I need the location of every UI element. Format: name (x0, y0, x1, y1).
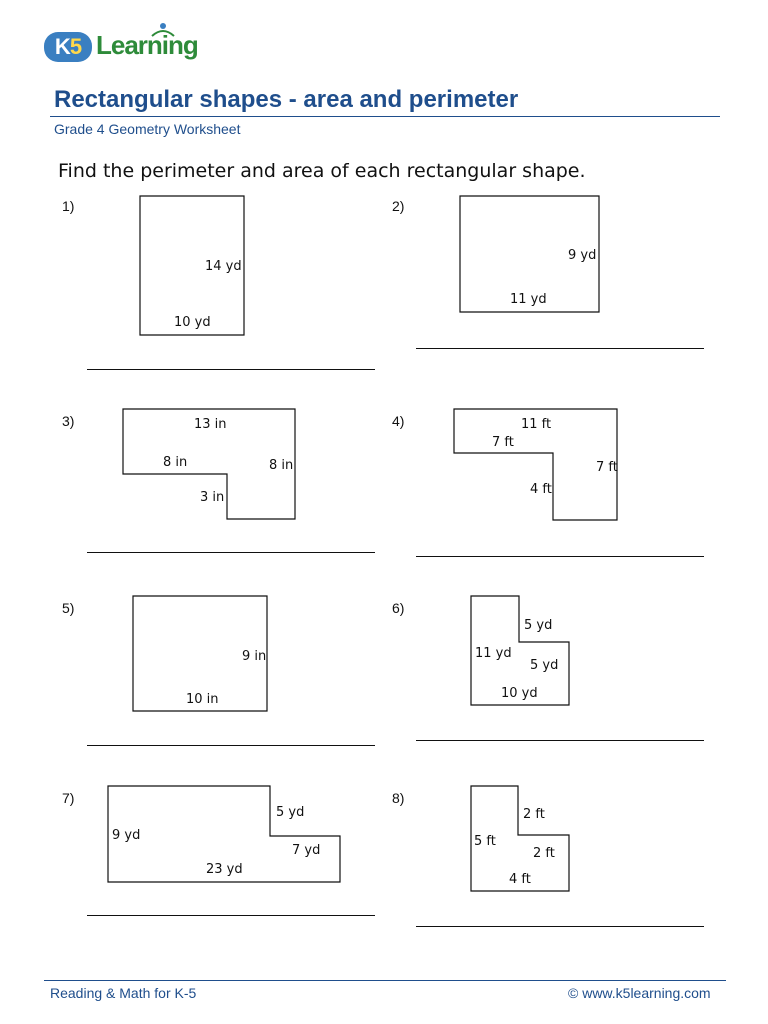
dimension-label: 10 in (186, 692, 219, 707)
page-title: Rectangular shapes - area and perimeter (54, 86, 519, 113)
dimension-label: 7 ft (596, 460, 618, 475)
problem-number: 2) (392, 198, 405, 214)
dimension-label: 4 ft (509, 872, 531, 887)
k5-learning-logo (44, 22, 204, 66)
dimension-label: 5 yd (530, 658, 559, 673)
dimension-label: 23 yd (206, 862, 243, 877)
dimension-label: 9 yd (568, 248, 597, 263)
problem-number: 3) (62, 413, 75, 429)
answer-line[interactable] (87, 745, 375, 746)
footer-divider (44, 980, 726, 981)
answer-line[interactable] (416, 556, 704, 557)
dimension-label: 10 yd (174, 315, 211, 330)
dimension-label: 4 ft (530, 482, 552, 497)
answer-line[interactable] (416, 926, 704, 927)
dimension-label: 9 in (242, 649, 267, 664)
footer-website-link[interactable]: © www.k5learning.com (568, 985, 711, 1001)
logo-badge: K5 (44, 32, 92, 62)
answer-line[interactable] (87, 552, 375, 553)
dimension-label: 7 yd (292, 843, 321, 858)
dimension-label: 9 yd (112, 828, 141, 843)
dimension-label: 5 ft (474, 834, 496, 849)
problem-number: 7) (62, 790, 75, 806)
dimension-label: 5 yd (524, 618, 553, 633)
dimension-label: 2 ft (523, 807, 545, 822)
logo-wordmark: Learning (96, 30, 198, 60)
page-subtitle: Grade 4 Geometry Worksheet (54, 121, 241, 137)
answer-line[interactable] (87, 915, 375, 916)
dimension-label: 3 in (200, 490, 225, 505)
instructions: Find the perimeter and area of each rectangular shape. (58, 160, 586, 182)
title-divider (50, 116, 720, 117)
answer-line[interactable] (416, 740, 704, 741)
dimension-label: 11 ft (521, 417, 552, 432)
problem-number: 1) (62, 198, 75, 214)
dimension-label: 7 ft (492, 435, 514, 450)
problem-number: 4) (392, 413, 405, 429)
dimension-label: 11 yd (475, 646, 512, 661)
dimension-label: 8 in (163, 455, 188, 470)
footer-tagline: Reading & Math for K-5 (50, 985, 197, 1001)
problem-number: 5) (62, 600, 75, 616)
dimension-label: 11 yd (510, 292, 547, 307)
dimension-label: 5 yd (276, 805, 305, 820)
answer-line[interactable] (87, 369, 375, 370)
problem-number: 6) (392, 600, 405, 616)
logo-star-icon (148, 22, 178, 38)
dimension-label: 14 yd (205, 259, 242, 274)
dimension-label: 13 in (194, 417, 227, 432)
dimension-label: 10 yd (501, 686, 538, 701)
dimension-label: 2 ft (533, 846, 555, 861)
answer-line[interactable] (416, 348, 704, 349)
problem-number: 8) (392, 790, 405, 806)
dimension-label: 8 in (269, 458, 294, 473)
